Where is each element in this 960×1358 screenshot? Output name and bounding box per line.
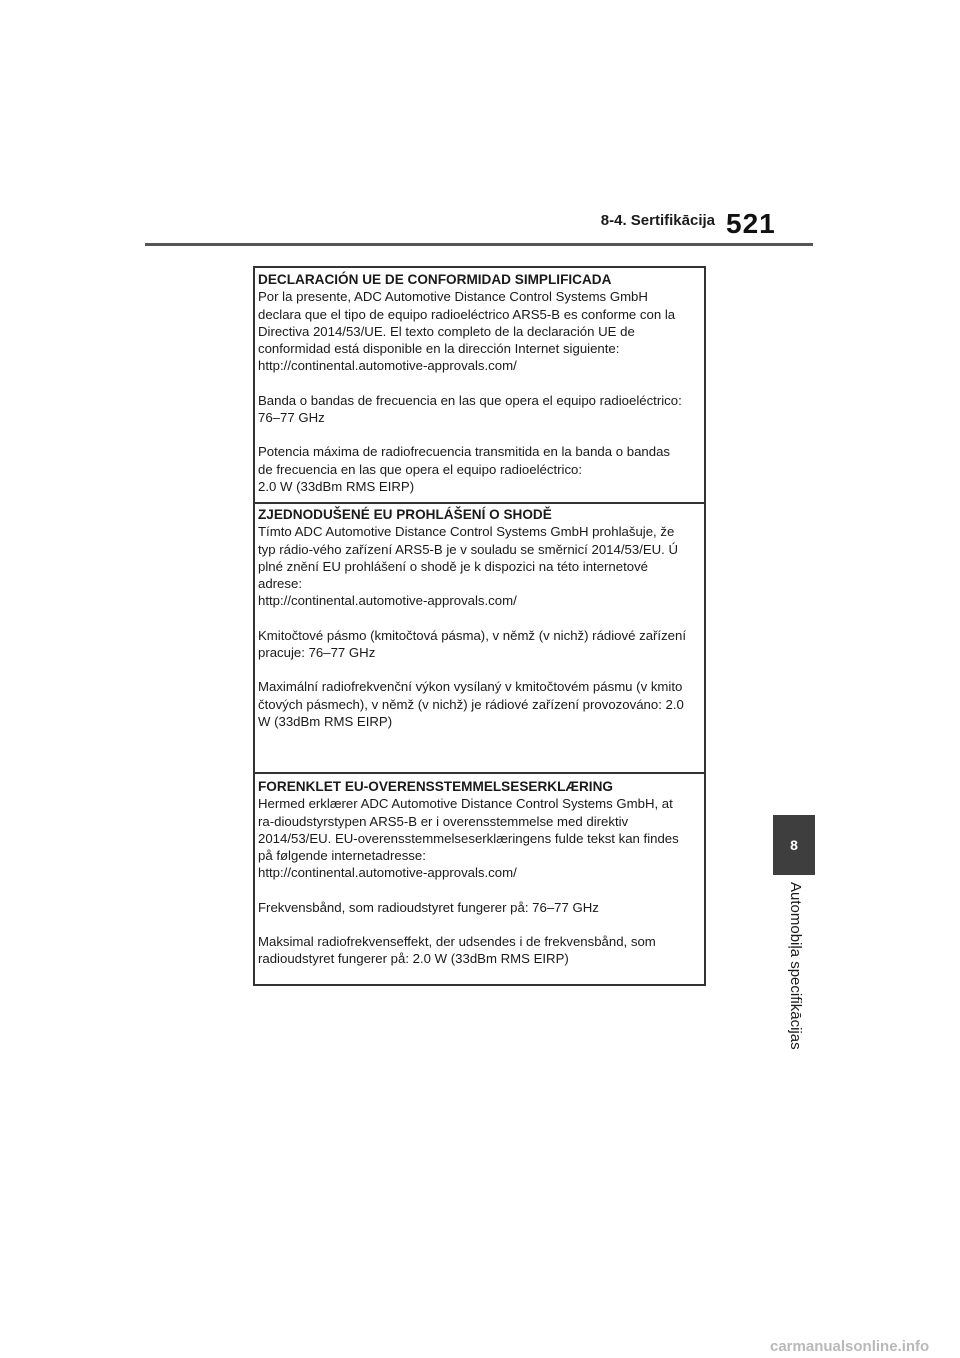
table-border-left <box>253 266 255 986</box>
declaration-cs <box>258 506 702 730</box>
page-number: 521 <box>726 208 776 239</box>
declaration-paragraph: Hermed erklærer ADC Automotive Distance Control Systems GmbH, at ra-dioudstyrstypen ARS5-B er i overensstemmelse med direktiv 2014/53/EU. EU-overensstemmelseserklæringens fulde tekst kan findes på følgende internetadresse: http://continental.automotive-approvals.com/ <box>258 796 679 881</box>
declaration-paragraph: Banda o bandas de frecuencia en las que opera el equipo radioeléctrico: 76–77 GHz <box>258 392 682 426</box>
footer-watermark: carmanualsonline.info <box>770 1338 930 1355</box>
declaration-paragraph: Maksimal radiofrekvenseffekt, der udsendes i de frekvensbånd, som radioudstyret fungerer på: 2.0 W (33dBm RMS EIRP) <box>258 934 656 967</box>
declaration-paragraph: Frekvensbånd, som radioudstyret fungerer på: 76–77 GHz <box>258 899 599 915</box>
table-border-bottom <box>253 984 705 986</box>
declaration-title: DECLARACIÓN UE DE CONFORMIDAD SIMPLIFICADA <box>258 272 612 287</box>
table-border-top <box>253 266 705 268</box>
chapter-label: Automobiļa specifikācijas <box>787 882 804 1050</box>
declaration-es <box>258 271 702 495</box>
declaration-paragraph: Potencia máxima de radiofrecuencia transmitida en la banda o bandas de frecuencia en las que opera el equipo radioeléctrico: 2.0 W (33dBm RMS EIRP) <box>258 444 670 494</box>
declaration-da <box>258 778 702 968</box>
declaration-title: FORENKLET EU-OVERENSSTEMMELSESERKLÆRING <box>258 779 613 794</box>
declaration-paragraph: Por la presente, ADC Automotive Distance Control Systems GmbH declara que el tipo de equipo radioeléctrico ARS5-B es conforme con la Directiva 2014/53/UE. El texto completo de la declaración UE de conformidad está disponible en la dirección Internet siguiente: http://continental.automotive-approvals.com/ <box>258 289 676 374</box>
table-divider <box>253 502 705 504</box>
section-title: 8-4. Sertifikācija <box>600 212 715 229</box>
table-divider <box>253 772 705 774</box>
table-border-right <box>704 266 706 986</box>
declaration-paragraph: Kmitočtové pásmo (kmitočtová pásma), v němž (v nichž) rádiové zařízení pracuje: 76–77 GHz <box>258 627 687 661</box>
declaration-paragraph: Tímto ADC Automotive Distance Control Systems GmbH prohlašuje, že typ rádio-vého zařízení ARS5-B je v souladu se směrnicí 2014/53/EU. Ú plné znění EU prohlášení o shodě je k dispozici na této internetové adrese: http://continental.automotive-approvals.com/ <box>258 524 679 609</box>
header-divider <box>145 243 813 246</box>
certificate-scan <box>253 266 705 986</box>
declaration-paragraph: Maximální radiofrekvenční výkon vysílaný v kmitočtovém pásmu (v kmito čtových pásmech), v němž (v nichž) je rádiové zařízení provozováno: 2.0 W (33dBm RMS EIRP) <box>258 679 684 729</box>
chapter-tab: 8 <box>773 815 815 875</box>
declaration-title: ZJEDNODUŠENÉ EU PROHLÁŠENÍ O SHODĚ <box>258 507 552 522</box>
